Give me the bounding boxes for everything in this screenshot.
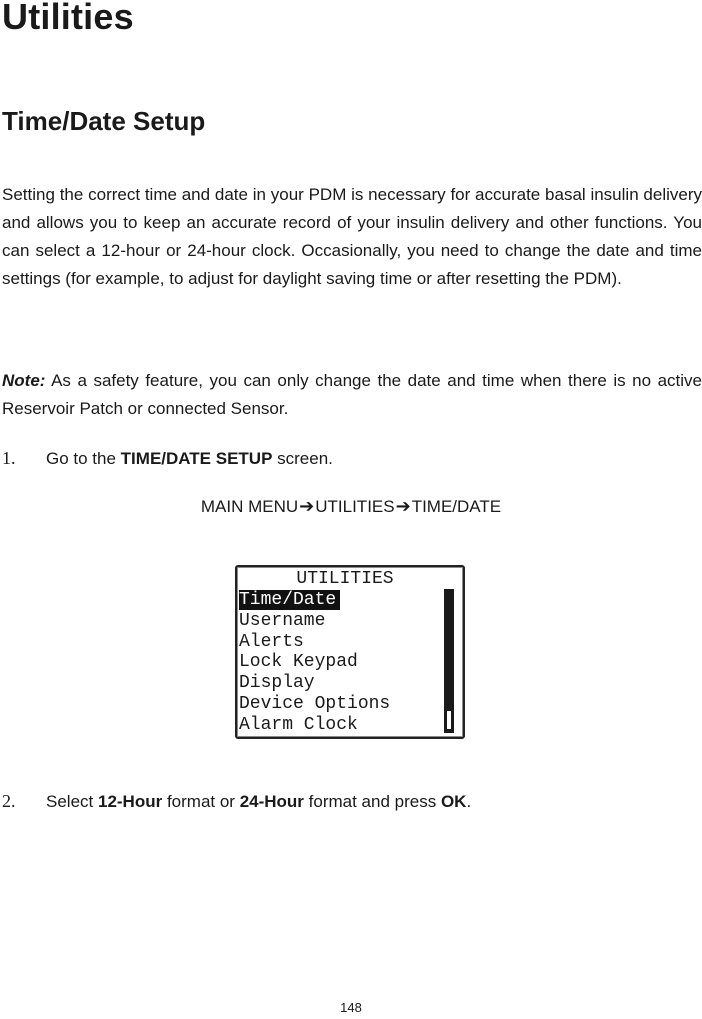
page-heading: Utilities xyxy=(2,0,134,37)
step-1-post: screen. xyxy=(272,449,333,468)
option-24-hour: 24-Hour xyxy=(239,792,304,811)
step-2: 2. Select 12-Hour format or 24-Hour format and press OK. xyxy=(2,787,471,816)
menu-item-display[interactable]: Display xyxy=(239,673,315,694)
path-main-menu: MAIN MENU xyxy=(200,497,299,516)
step-2-number: 2. xyxy=(2,791,16,811)
arrow-right-icon: ➔ xyxy=(395,496,411,516)
utilities-menu xyxy=(238,590,390,736)
intro-paragraph: Setting the correct time and date in your PDM is necessary for accurate basal insulin delivery and allows you to keep an accurate record of your insulin delivery and other functions. You can select a 12-hour or 24-hour clock. Occasionally, you need to change the date and time settings (for example, to adjust for daylight saving time or after resetting the PDM). xyxy=(2,185,702,288)
screen-title: UTILITIES xyxy=(296,569,394,589)
menu-item-username[interactable]: Username xyxy=(239,610,326,631)
section-heading: Time/Date Setup xyxy=(2,106,206,136)
note-label: Note: xyxy=(2,371,46,390)
ok-key-label: OK xyxy=(440,792,467,811)
menu-item-device-options[interactable]: Device Options xyxy=(239,693,391,714)
page-number: 148 xyxy=(340,1000,362,1015)
step-1-pre: Go to the xyxy=(46,449,121,468)
menu-item-lock-keypad[interactable]: Lock Keypad xyxy=(239,652,358,673)
option-12-hour: 12-Hour xyxy=(97,792,163,811)
arrow-right-icon: ➔ xyxy=(299,496,315,516)
step-1-number: 1. xyxy=(2,448,16,468)
note-text: As a safety feature, you can only change the date and time when there is no active Reservoir Patch or connected Sensor. xyxy=(2,371,702,418)
path-utilities: UTILITIES xyxy=(315,497,395,516)
menu-item-alerts[interactable]: Alerts xyxy=(239,631,304,652)
menu-item-time-date[interactable]: Time/Date xyxy=(238,590,390,611)
step-1-screen-name: TIME/DATE SETUP xyxy=(120,449,273,468)
navigation-path xyxy=(0,492,702,521)
menu-item-alarm-clock[interactable]: Alarm Clock xyxy=(239,714,358,735)
path-time-date: TIME/DATE xyxy=(411,497,502,516)
scrollbar-thumb[interactable] xyxy=(445,709,453,731)
note-paragraph xyxy=(2,367,702,423)
pdm-screen xyxy=(235,565,465,739)
step-1 xyxy=(2,444,333,473)
